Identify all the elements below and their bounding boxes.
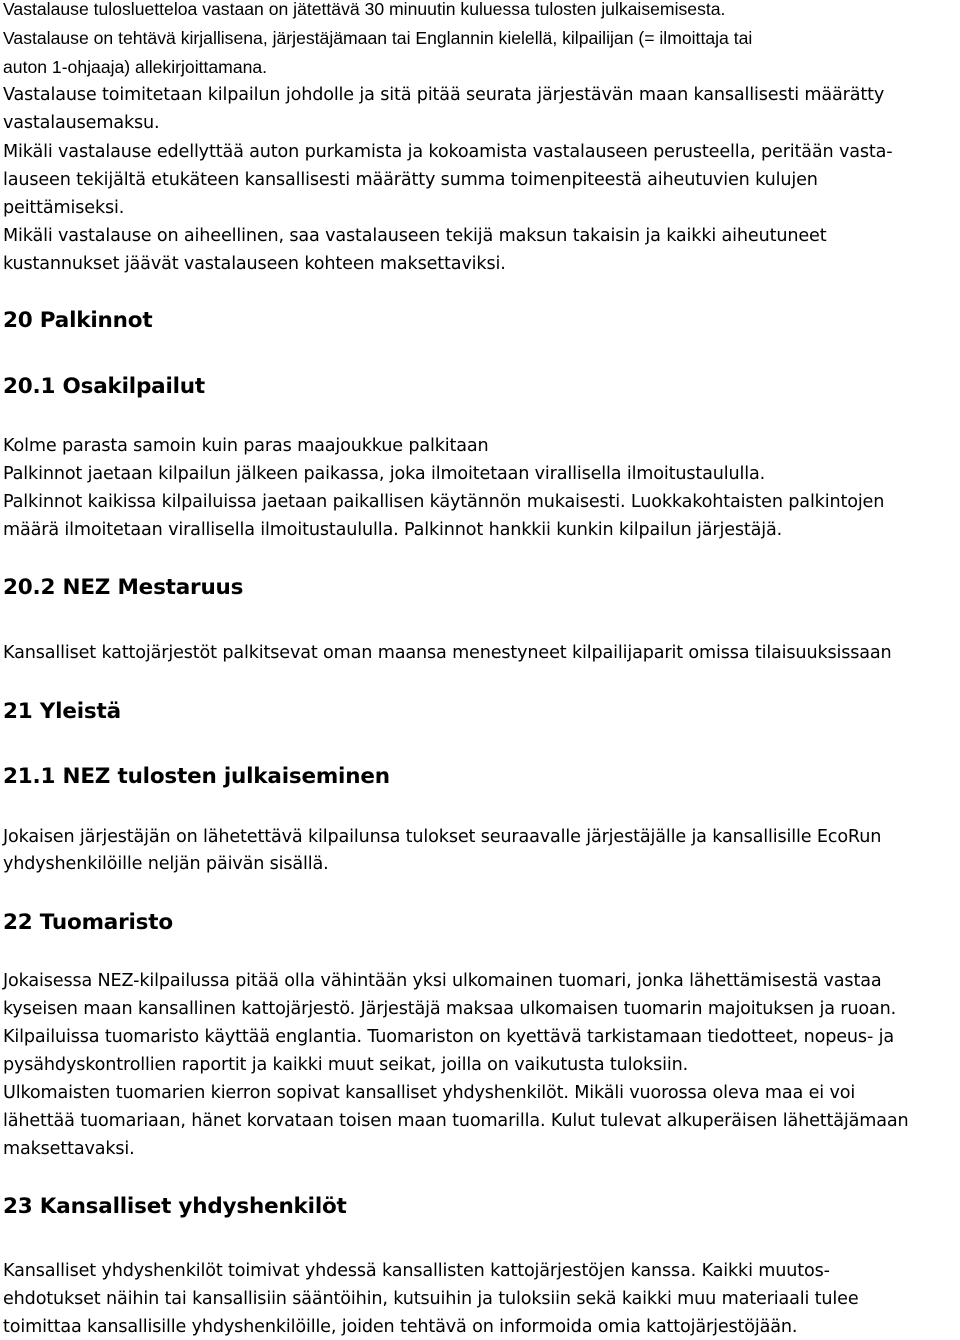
intro-line-8: peittämiseksi. — [3, 198, 125, 218]
section-heading-23: 23 Kansalliset yhdyshenkilöt — [3, 1194, 347, 1219]
section-heading-20-1: 20.1 Osakilpailut — [3, 374, 205, 399]
sec20-1-line-4: määrä ilmoitetaan virallisella ilmoitustaululla. Palkinnot hankkii kunkin kilpailun järjestäjä. — [3, 520, 783, 540]
section-heading-21: 21 Yleistä — [3, 699, 121, 724]
sec22-line-3: Kilpailuissa tuomaristo käyttää englantia. Tuomariston on kyettävä tarkistamaan tiedotteet, nopeus- ja — [3, 1027, 894, 1047]
section-heading-20-2: 20.2 NEZ Mestaruus — [3, 575, 244, 600]
sec22-line-5: Ulkomaisten tuomarien kierron sopivat kansalliset yhdyshenkilöt. Mikäli vuorossa oleva maa ei voi — [3, 1083, 856, 1103]
sec23-line-3: toimittaa kansallisille yhdyshenkilöille, joiden tehtävä on informoida omia kattojärjestöjään. — [3, 1317, 798, 1337]
sec22-line-2: kyseisen maan kansallinen kattojärjestö. Järjestäjä maksaa ulkomaisen tuomarin majoituksen ja ruoan. — [3, 999, 897, 1019]
sec22-line-6: lähettää tuomariaan, hänet korvataan toisen maan tuomarilla. Kulut tulevat alkuperäisen lähettäjämaan — [3, 1111, 909, 1131]
intro-line-2: Vastalause on tehtävä kirjallisena, järjestäjämaan tai Englannin kielellä, kilpailijan (= ilmoittaja tai — [3, 28, 753, 48]
sec20-2-line-1: Kansalliset kattojärjestöt palkitsevat oman maansa menestyneet kilpailijaparit omissa tilaisuuksissaan — [3, 643, 892, 663]
sec22-line-1: Jokaisessa NEZ-kilpailussa pitää olla vähintään yksi ulkomainen tuomari, jonka lähettämisestä vastaa — [3, 971, 882, 991]
intro-line-7: lauseen tekijältä etukäteen kansallisesti määrätty summa toimenpiteestä aiheutuvien kulujen — [3, 170, 818, 190]
sec23-line-1: Kansalliset yhdyshenkilöt toimivat yhdessä kansallisten kattojärjestöjen kanssa. Kaikki muutos- — [3, 1261, 830, 1281]
sec20-1-line-2: Palkinnot jaetaan kilpailun jälkeen paikassa, joka ilmoitetaan virallisella ilmoitustaululla. — [3, 464, 766, 484]
intro-line-10: kustannukset jäävät vastalauseen kohteen maksettaviksi. — [3, 254, 506, 274]
section-heading-20: 20 Palkinnot — [3, 308, 153, 333]
sec22-line-7: maksettavaksi. — [3, 1139, 135, 1159]
section-heading-22: 22 Tuomaristo — [3, 910, 173, 935]
intro-line-4: Vastalause toimitetaan kilpailun johdolle ja sitä pitää seurata järjestävän maan kansallisesti määrätty — [3, 85, 885, 105]
intro-line-6: Mikäli vastalause edellyttää auton purkamista ja kokoamista vastalauseen perusteella, peritään vasta- — [3, 142, 893, 162]
intro-line-3: auton 1-ohjaaja) allekirjoittamana. — [3, 57, 268, 77]
sec21-1-line-2: yhdyshenkilöille neljän päivän sisällä. — [3, 854, 329, 874]
sec23-line-2: ehdotukset näihin tai kansallisiin sääntöihin, kutsuihin ja tuloksiin sekä kaikki muu materiaali tulee — [3, 1289, 859, 1309]
sec20-1-line-3: Palkinnot kaikissa kilpailuissa jaetaan paikallisen käytännön mukaisesti. Luokkakohtaisten palkintojen — [3, 492, 885, 512]
sec22-line-4: pysähdyskontrollien raportit ja kaikki muut seikat, joilla on vaikutusta tuloksiin. — [3, 1055, 689, 1075]
sec20-1-line-1: Kolme parasta samoin kuin paras maajoukkue palkitaan — [3, 436, 489, 456]
section-heading-21-1: 21.1 NEZ tulosten julkaiseminen — [3, 764, 390, 789]
intro-line-1: Vastalause tulosluetteloa vastaan on jätettävä 30 minuutin kuluessa tulosten julkaisemisesta. — [3, 0, 726, 19]
sec21-1-line-1: Jokaisen järjestäjän on lähetettävä kilpailunsa tulokset seuraavalle järjestäjälle ja kansallisille EcoRun — [3, 827, 882, 847]
intro-line-5: vastalausemaksu. — [3, 113, 160, 133]
intro-line-9: Mikäli vastalause on aiheellinen, saa vastalauseen tekijä maksun takaisin ja kaikki aiheutuneet — [3, 226, 827, 246]
